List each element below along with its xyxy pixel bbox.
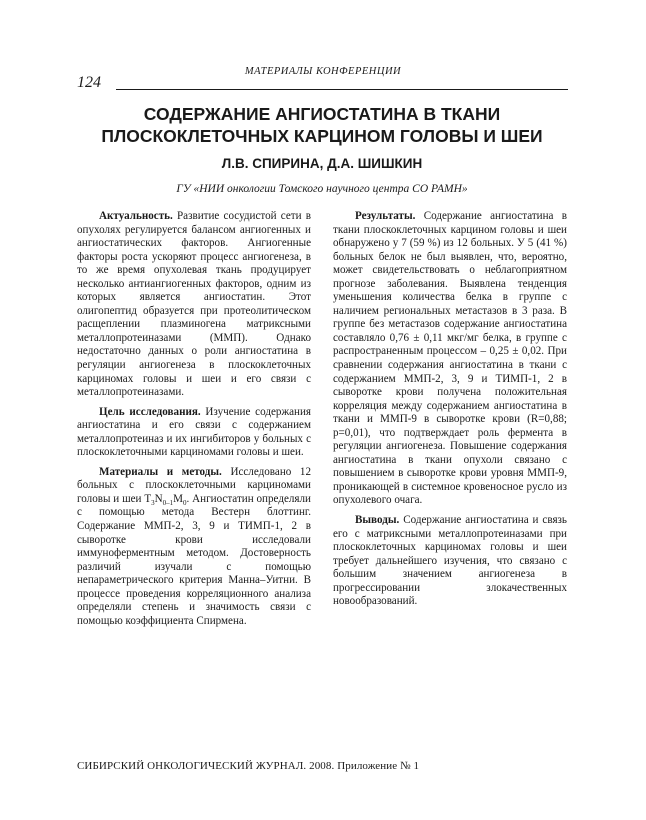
results-heading: Результаты. xyxy=(355,210,416,222)
title-line-2: ПЛОСКОКЛЕТОЧНЫХ КАРЦИНОМ ГОЛОВЫ И ШЕИ xyxy=(101,126,543,146)
methods-text-d: . Ангиостатин определяли с помощью метода Вестерн блоттинг. Содержание ММП-2, 3, 9 и ТИМП-1, 2 в сыворотке крови исследовали иммуноферментным методом. Достоверность различий изучали с помощью непараметрического критерия Манна–Уитни. В процессе проведения корреляционного анализа определяли степень и значимость связи с помощью коэффициента Спирмена. xyxy=(77,492,311,627)
methods-sub-1: 3 xyxy=(151,499,155,508)
header-rule xyxy=(116,89,568,90)
conclusions-paragraph xyxy=(333,514,567,609)
relevance-paragraph xyxy=(77,210,311,400)
article-title xyxy=(77,103,567,147)
relevance-heading: Актуальность. xyxy=(99,210,173,222)
affiliation: ГУ «НИИ онкологии Томского научного центра СО РАМН» xyxy=(176,183,468,195)
methods-text-b: N xyxy=(154,492,163,505)
methods-heading: Материалы и методы. xyxy=(99,465,222,478)
methods-text-c: M xyxy=(173,492,184,505)
results-paragraph xyxy=(333,210,567,508)
relevance-text: Развитие сосудистой сети в опухолях регулируется балансом ангиогенных и ангиостатических факторов. Ангиогенные факторы роста ускоряют процесс ангиогенеза, в то же время опухолевая ткань продуцирует несколько антиангиогенных факторов, одним из которых является ангиостатин. Этот олигопептид образуется при протеолитическом расщеплении плазминогена матриксными металлопротеиназами (ММП). Однако недостаточно данных о роли ангиостатина в регуляции ангиогенеза в плоскоклеточных карциномах головы и шеи и его связи с металлопротеиназами. xyxy=(77,210,311,399)
right-column xyxy=(333,210,567,609)
conclusions-text: Содержание ангиостатина и связь его с матриксными металлопротеиназами при плоскоклеточных карциномах головы и шеи требует дальнейшего изучения, что связано с большим значением ангиогенеза в прогрессировании злокачественных новообразований. xyxy=(333,514,567,608)
conclusions-heading: Выводы. xyxy=(355,514,400,527)
page-number: 124 xyxy=(77,74,101,91)
methods-sub-2: 0–1 xyxy=(162,499,174,508)
aim-heading: Цель исследования. xyxy=(99,405,201,418)
authors: Л.В. СПИРИНА, Д.А. ШИШКИН xyxy=(221,156,423,171)
aim-text: Изучение содержания ангиостатина и его связи с содержанием металлопротеиназ и их ингибиторов у больных с плоскоклеточными карциномами головы и шеи. xyxy=(77,405,312,459)
methods-text-a: Исследовано 12 больных с плоскоклеточными карциномами головы и шеи T xyxy=(77,465,311,505)
aim-paragraph xyxy=(77,406,311,460)
results-text: Содержание ангиостатина в ткани плоскоклеточных карцином головы и шеи обнаружено у 7 (59 %) из 12 больных. У 5 (41 %) больных белок не был выявлен, что, вероятно, может свидетельствовать о неблагоприятном прогнозе заболевания. Выявлена тенденция уменьшения количества белка в группе с наличием региональных метастазов в 3 раза. В группе без метастазов содержание ангиостатина составляло 0,76 ± 0,11 мкг/мг белка, в группе с распространенным процессом – 0,25 ± 0,02. При сравнении содержания ангиостатина в ткани с содержанием ММП-2, 3, 9 и ТИМП-1, 2 в сыворотке крови получена положительная корреляция между содержанием ангиостатина в ткани и ММП-9 в сыворотке крови (R=0,88; p=0,01), что подтверждает роль фермента в регуляции ангиогенеза. Повышение содержания ангиостатина в ткани опухоли связано с повышением в сыворотке крови уровня ММП-9, проникающей в системное кровеносное русло из опухолевого очага. xyxy=(333,210,567,507)
left-column xyxy=(77,210,311,628)
methods-sub-3: 0 xyxy=(183,499,187,508)
journal-footer: СИБИРСКИЙ ОНКОЛОГИЧЕСКИЙ ЖУРНАЛ. 2008. Приложение № 1 xyxy=(77,760,420,772)
running-head: МАТЕРИАЛЫ КОНФЕРЕНЦИИ xyxy=(244,66,402,77)
title-line-1: СОДЕРЖАНИЕ АНГИОСТАТИНА В ТКАНИ xyxy=(143,104,501,124)
methods-paragraph xyxy=(77,466,311,629)
